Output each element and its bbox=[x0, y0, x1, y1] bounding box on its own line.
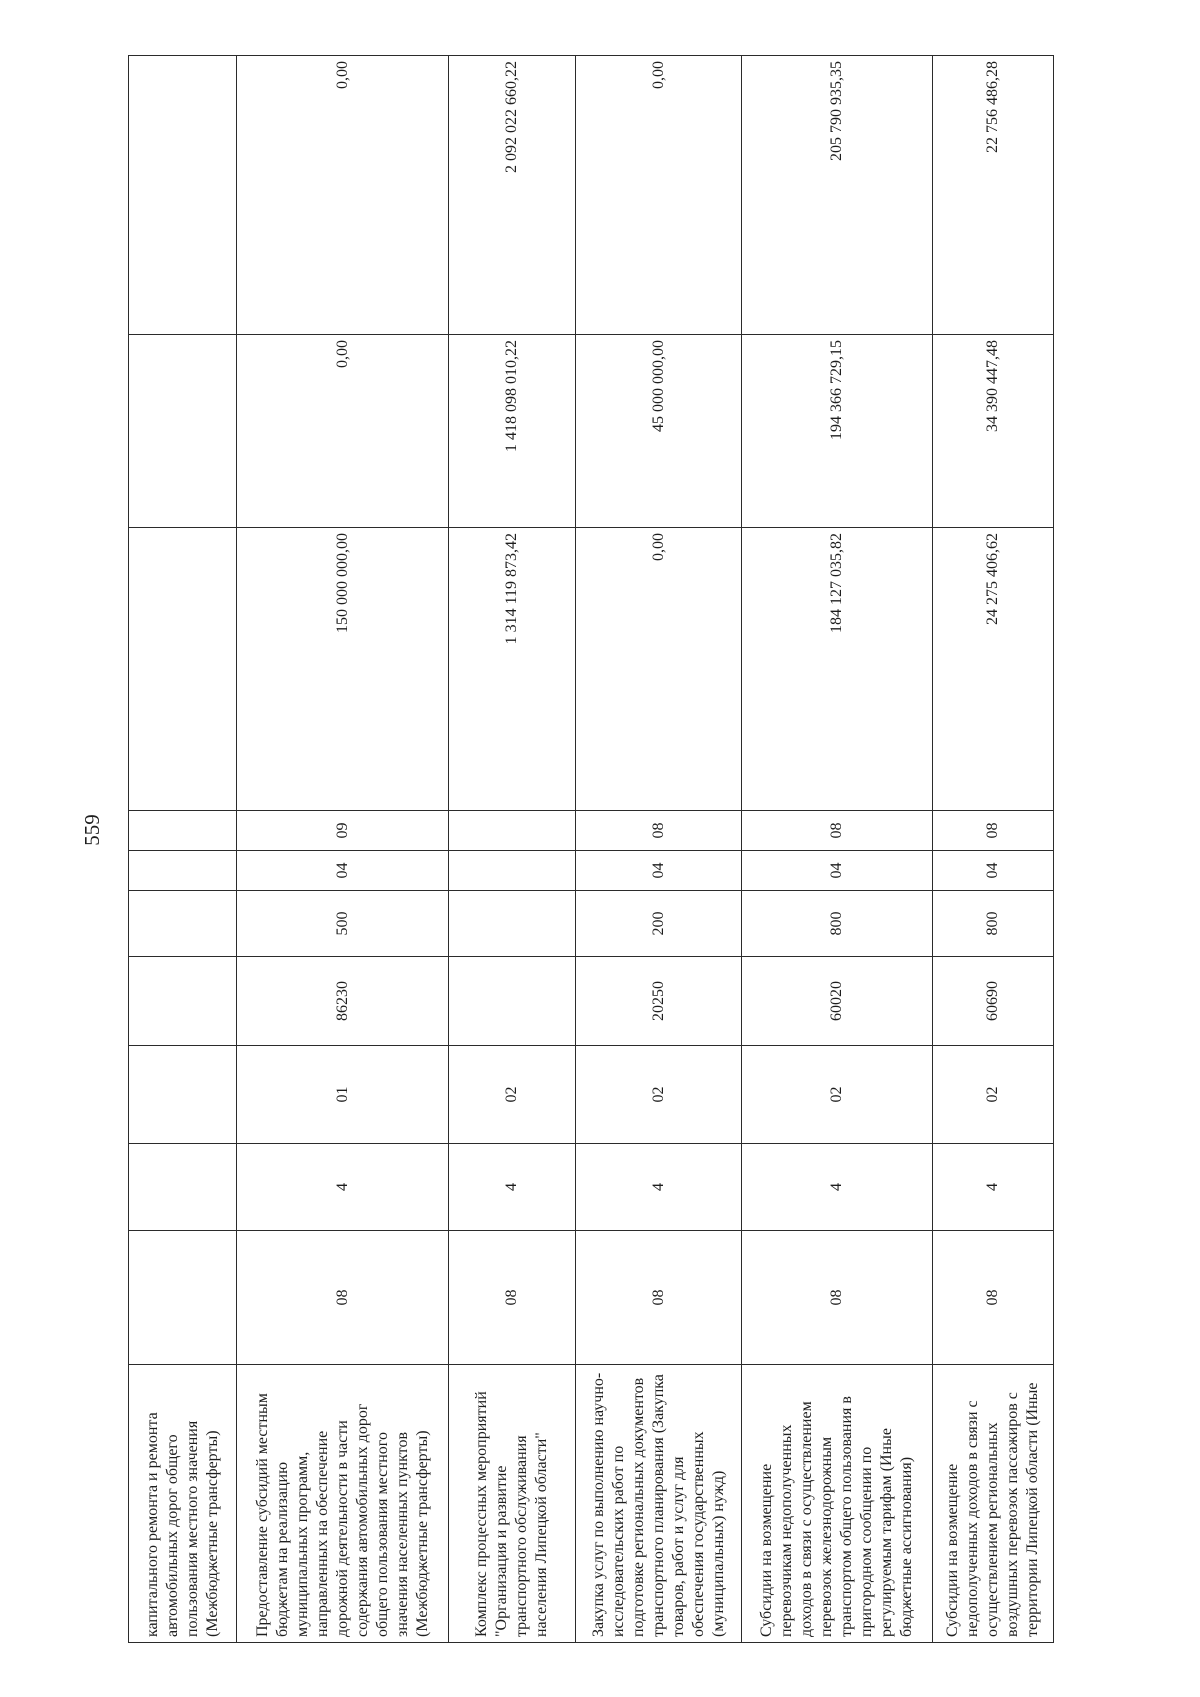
cell-direction: 60020 bbox=[742, 957, 933, 1046]
cell-program: 4 bbox=[237, 1144, 449, 1231]
cell-expense-type: 800 bbox=[742, 891, 933, 957]
cell-chapter: 04 bbox=[742, 851, 933, 891]
cell-name: Комплекс процессных мероприятий "Организация и развитие транспортного обслуживания населения Липецкой области" bbox=[449, 1365, 576, 1643]
cell-chapter: 04 bbox=[933, 851, 1054, 891]
cell-sum-1: 24 275 406,62 bbox=[933, 528, 1054, 811]
cell-chapter: 04 bbox=[576, 851, 742, 891]
cell-chapter bbox=[449, 851, 576, 891]
cell-sum-2: 0,00 bbox=[237, 335, 449, 528]
cell-section: 08 bbox=[576, 1231, 742, 1365]
cell-program: 4 bbox=[933, 1144, 1054, 1231]
cell-subsection: 08 bbox=[576, 811, 742, 851]
table-row bbox=[237, 56, 449, 1643]
cell-direction bbox=[129, 957, 237, 1046]
table-row bbox=[129, 56, 237, 1643]
cell-sum-2: 194 366 729,15 bbox=[742, 335, 933, 528]
cell-subprogram: 02 bbox=[742, 1046, 933, 1144]
cell-sum-3: 0,00 bbox=[237, 56, 449, 335]
cell-name: капитального ремонта и ремонта автомобильных дорог общего пользования местного значения (Межбюджетные трансферты) bbox=[129, 1365, 237, 1643]
page-number: 559 bbox=[79, 814, 104, 846]
cell-program bbox=[129, 1144, 237, 1231]
budget-table bbox=[128, 55, 1054, 1643]
cell-direction: 86230 bbox=[237, 957, 449, 1046]
cell-section: 08 bbox=[933, 1231, 1054, 1365]
cell-expense-type: 800 bbox=[933, 891, 1054, 957]
cell-subsection: 08 bbox=[933, 811, 1054, 851]
cell-sum-1: 1 314 119 873,42 bbox=[449, 528, 576, 811]
cell-subsection bbox=[449, 811, 576, 851]
cell-name: Предоставление субсидий местным бюджетам на реализацию муниципальных программ, направленных на обеспечение дорожной деятельности в части содержания автомобильных дорог общего пользования местного значения населенных пунктов (Межбюджетные трансферты) bbox=[237, 1365, 449, 1643]
cell-name: Закупка услуг по выполнению научно-исследовательских работ по подготовке региональных документов транспортного планирования (Закупка товаров, работ и услуг для обеспечения государственных (муниципальных) нужд) bbox=[576, 1365, 742, 1643]
cell-program: 4 bbox=[576, 1144, 742, 1231]
cell-sum-1 bbox=[129, 528, 237, 811]
cell-sum-3: 205 790 935,35 bbox=[742, 56, 933, 335]
cell-name: Субсидии на возмещение перевозчикам недополученных доходов в связи с осуществлением перевозок железнодорожным транспортом общего пользования в пригородном сообщении по регулируемым тарифам (Иные бюджетные ассигнования) bbox=[742, 1365, 933, 1643]
cell-sum-1: 184 127 035,82 bbox=[742, 528, 933, 811]
cell-sum-3: 22 756 486,28 bbox=[933, 56, 1054, 335]
cell-section: 08 bbox=[237, 1231, 449, 1365]
cell-sum-2: 45 000 000,00 bbox=[576, 335, 742, 528]
cell-subprogram: 02 bbox=[933, 1046, 1054, 1144]
cell-expense-type: 200 bbox=[576, 891, 742, 957]
cell-sum-3 bbox=[129, 56, 237, 335]
cell-sum-2: 34 390 447,48 bbox=[933, 335, 1054, 528]
table-row bbox=[742, 56, 933, 1643]
cell-direction: 60690 bbox=[933, 957, 1054, 1046]
cell-sum-2: 1 418 098 010,22 bbox=[449, 335, 576, 528]
cell-sum-1: 150 000 000,00 bbox=[237, 528, 449, 811]
cell-subprogram: 01 bbox=[237, 1046, 449, 1144]
cell-chapter: 04 bbox=[237, 851, 449, 891]
cell-section: 08 bbox=[742, 1231, 933, 1365]
cell-sum-3: 0,00 bbox=[576, 56, 742, 335]
cell-program: 4 bbox=[449, 1144, 576, 1231]
cell-subsection bbox=[129, 811, 237, 851]
table-row bbox=[933, 56, 1054, 1643]
cell-subprogram: 02 bbox=[449, 1046, 576, 1144]
cell-section bbox=[129, 1231, 237, 1365]
cell-direction bbox=[449, 957, 576, 1046]
cell-direction: 20250 bbox=[576, 957, 742, 1046]
rotated-table-wrapper bbox=[128, 56, 1053, 1643]
cell-expense-type: 500 bbox=[237, 891, 449, 957]
cell-subprogram: 02 bbox=[576, 1046, 742, 1144]
cell-sum-2 bbox=[129, 335, 237, 528]
table-row bbox=[576, 56, 742, 1643]
cell-sum-1: 0,00 bbox=[576, 528, 742, 811]
cell-name: Субсидии на возмещение недополученных доходов в связи с осуществлением региональных воздушных перевозок пассажиров с территории Липецкой области (Иные bbox=[933, 1365, 1054, 1643]
cell-subprogram bbox=[129, 1046, 237, 1144]
cell-section: 08 bbox=[449, 1231, 576, 1365]
cell-program: 4 bbox=[742, 1144, 933, 1231]
cell-chapter bbox=[129, 851, 237, 891]
cell-sum-3: 2 092 022 660,22 bbox=[449, 56, 576, 335]
table-row bbox=[449, 56, 576, 1643]
cell-expense-type bbox=[129, 891, 237, 957]
cell-subsection: 09 bbox=[237, 811, 449, 851]
cell-expense-type bbox=[449, 891, 576, 957]
cell-subsection: 08 bbox=[742, 811, 933, 851]
